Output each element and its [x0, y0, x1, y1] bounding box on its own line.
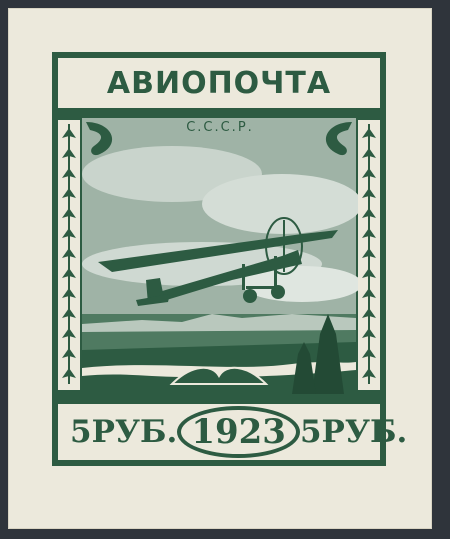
- stamp-design: [52, 52, 408, 468]
- value-right: 5РУБ.: [299, 414, 408, 450]
- left-leaf-border: [58, 120, 80, 390]
- year-label: 1923: [191, 412, 286, 452]
- stamp-title: АВИОПОЧТА: [106, 65, 332, 101]
- vignette-frame: [52, 114, 386, 398]
- value-banner: [52, 398, 408, 466]
- value-left: 5РУБ.: [70, 414, 178, 450]
- year-oval: [177, 406, 300, 458]
- title-banner: [52, 52, 386, 114]
- country-name: С.С.С.Р.: [186, 120, 254, 135]
- right-leaf-border: [358, 120, 380, 390]
- cloud: [202, 174, 362, 234]
